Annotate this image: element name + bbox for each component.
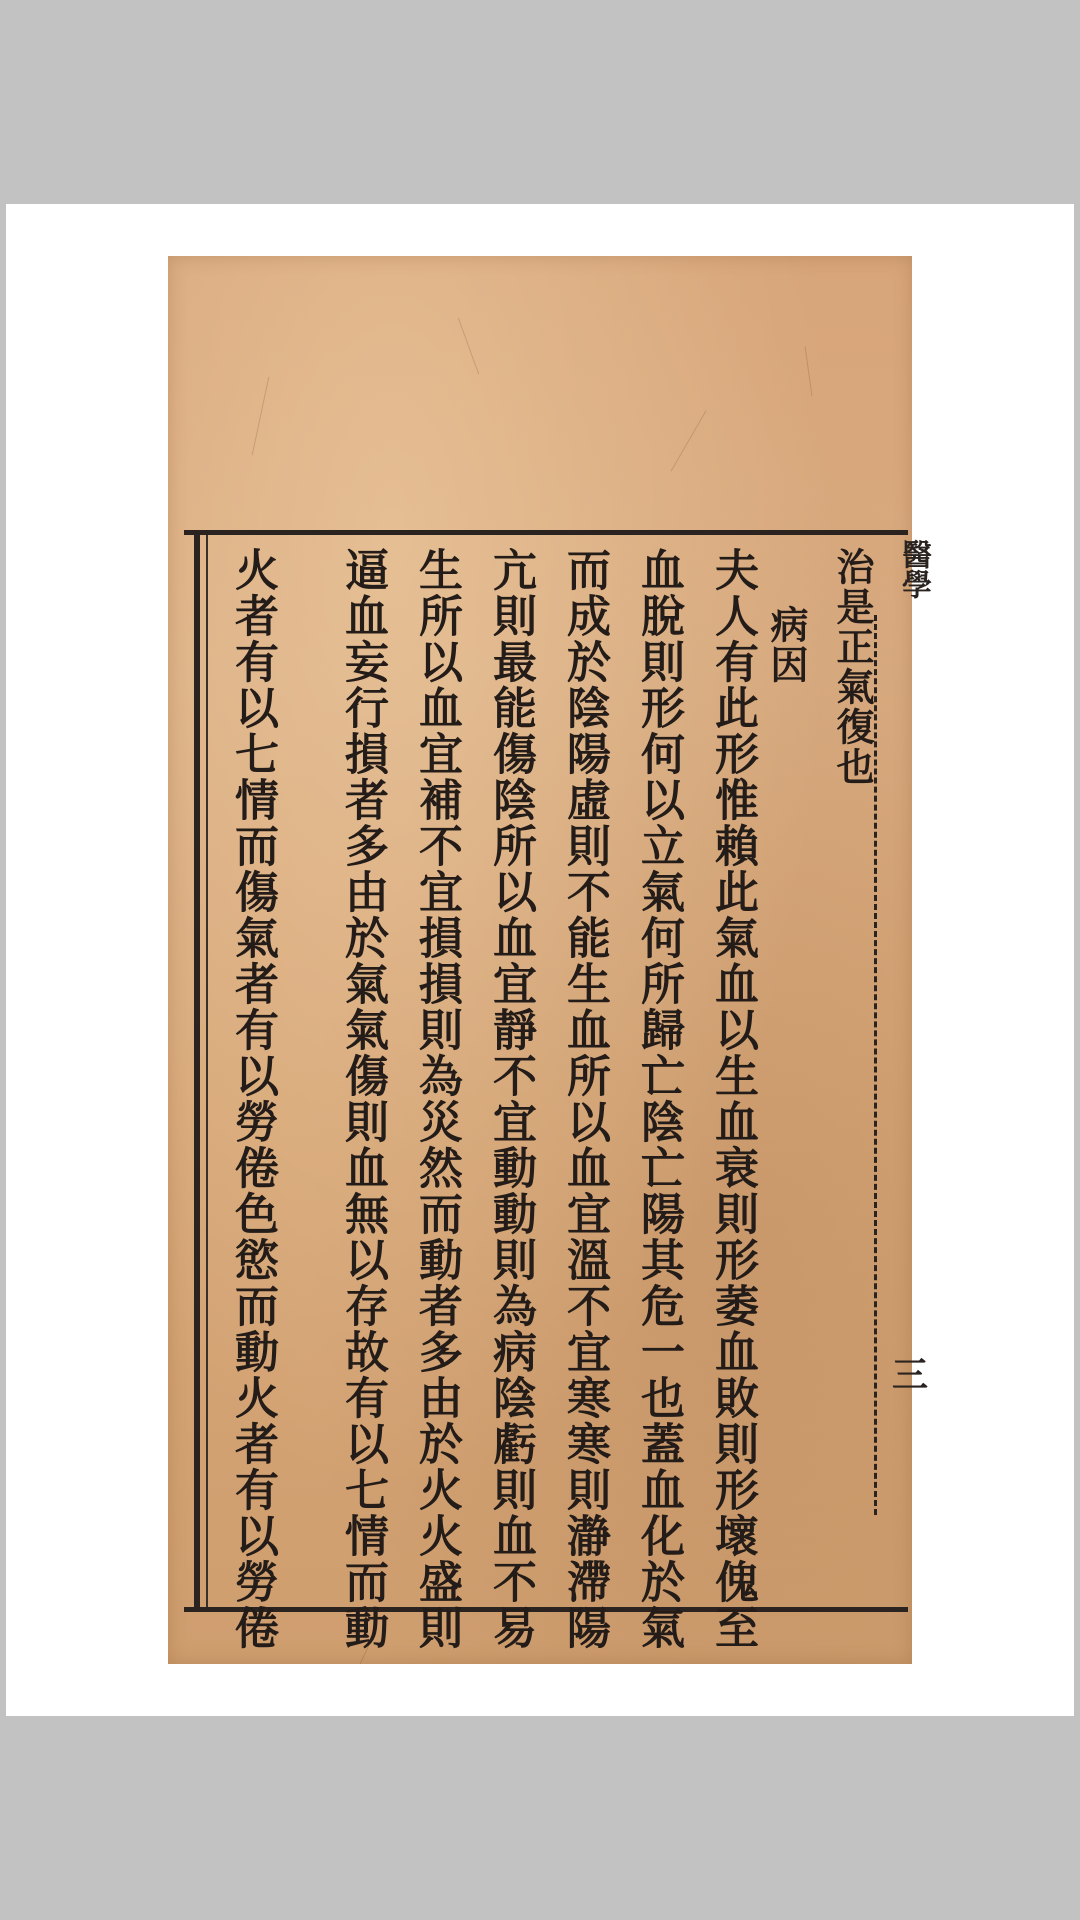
print-block <box>184 530 931 1651</box>
margin-title: 醫學 <box>896 539 931 599</box>
text-column-3: 夫人有此形惟賴此氣血以生血衰則形萎血敗則形壞傀至 <box>707 547 758 1651</box>
text-column-8: 逼血妄行損者多由於氣氣傷則血無以存故有以七情而動 <box>337 547 388 1651</box>
text-column-5: 而成於陰陽虛則不能生血所以血宜溫不宜寒寒則瀞滯陽 <box>559 547 610 1651</box>
book-page <box>168 256 931 1664</box>
text-column-2: 病因 <box>764 605 809 685</box>
bottom-letterbox <box>0 1716 1080 1920</box>
text-column-6: 亢則最能傷陰所以血宜靜不宜動動則為病陰虧則血不易 <box>485 547 536 1651</box>
leaf-number: 三 <box>892 1354 929 1396</box>
border-left-inner-line <box>206 535 208 1607</box>
text-column-9: 火者有以七情而傷氣者有以勞倦色慾而動火者有以勞倦 <box>227 547 278 1651</box>
top-letterbox <box>0 0 1080 204</box>
border-left-line <box>194 535 200 1607</box>
text-column-4: 血脫則形何以立氣何所歸亡陰亡陽其危一也蓋血化於氣 <box>633 547 684 1651</box>
text-column-1: 治是正氣復也 <box>830 547 875 787</box>
text-column-7: 生所以血宜補不宜損損則為災然而動者多由於火火盛則 <box>411 547 462 1651</box>
